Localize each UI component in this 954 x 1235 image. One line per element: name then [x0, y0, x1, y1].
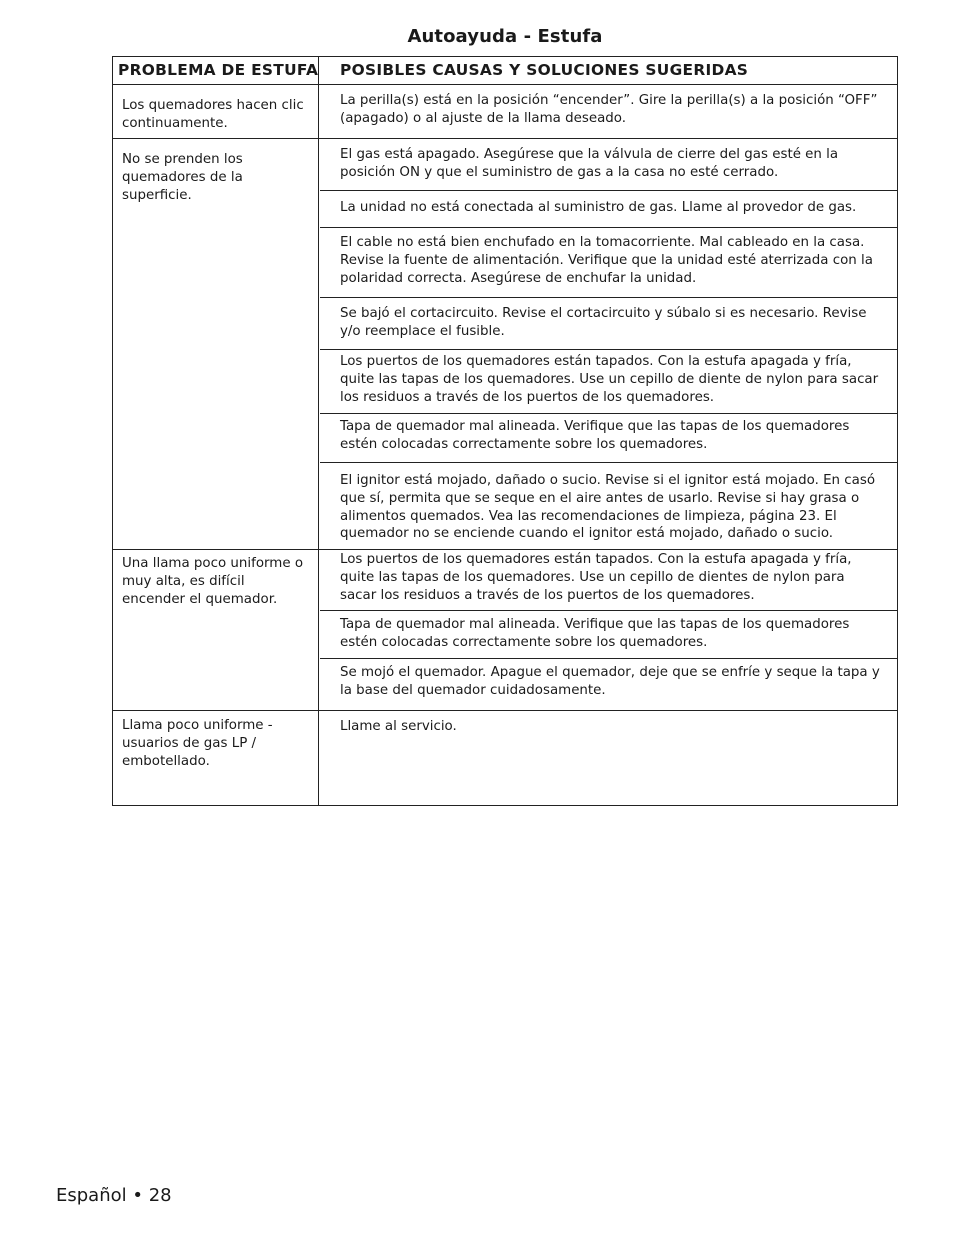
cause-call-service: Llame al servicio.: [340, 719, 457, 734]
cause-divider: [320, 297, 897, 298]
problem-no-ignite: No se prenden los quemadores de la superficie.: [122, 152, 243, 203]
cause-cap-misaligned-2: Tapa de quemador mal alineada. Verifique que las tapas de los quemadores estén colocadas correctamente sobre los quemadores.: [340, 617, 850, 650]
header-problem: PROBLEMA DE ESTUFA: [118, 61, 319, 79]
problem-clicking: Los quemadores hacen clic continuamente.: [122, 98, 304, 131]
cause-divider: [320, 658, 897, 659]
row-divider: [113, 710, 897, 711]
cause-divider: [320, 610, 897, 611]
cause-not-connected: La unidad no está conectada al suministro de gas. Llame al provedor de gas.: [340, 200, 857, 215]
cause-ports-clogged-2: Los puertos de los quemadores están tapados. Con la estufa apagada y fría, quite las tapas de los quemadores. Use un cepillo de dientes de nylon para sacar los residuos a través de los puertos de los quemadores.: [340, 552, 852, 603]
cause-gas-off: El gas está apagado. Asegúrese que la válvula de cierre del gas esté en la posición ON y que el suministro de gas a la casa no esté cerrado.: [340, 147, 839, 180]
row-divider: [113, 138, 897, 139]
cause-divider: [320, 349, 897, 350]
header-divider: [113, 84, 897, 85]
cause-knob-position: La perilla(s) está en la posición “encender”. Gire la perilla(s) a la posición “OFF” (apagado) o al ajuste de la llama deseado.: [340, 93, 878, 126]
troubleshooting-table: [112, 56, 898, 806]
cause-ignitor-wet: El ignitor está mojado, dañado o sucio. Revise si el ignitor está mojado. En casó que sí, permita que se seque en el aire antes de usarlo. Revise si hay grasa o alimentos quemados. Vea las recomendaciones de limpieza, página 23. El quemador no se enciende cuando el ignitor está mojado, dañado o sucio.: [340, 473, 876, 542]
header-causes: POSIBLES CAUSAS Y SOLUCIONES SUGERIDAS: [340, 61, 749, 79]
page-footer: Español • 28: [56, 1185, 172, 1206]
page-title: Autoayuda - Estufa: [407, 26, 603, 47]
column-divider: [318, 57, 319, 805]
cause-divider: [320, 227, 897, 228]
problem-uneven-flame: Una llama poco uniforme o muy alta, es difícil encender el quemador.: [122, 556, 304, 607]
cause-ports-clogged: Los puertos de los quemadores están tapados. Con la estufa apagada y fría, quite las tapas de los quemadores. Use un cepillo de diente de nylon para sacar los residuos a través de los puertos de los quemadores.: [340, 354, 879, 405]
cause-divider: [320, 413, 897, 414]
cause-cap-misaligned: Tapa de quemador mal alineada. Verifique que las tapas de los quemadores estén colocadas correctamente sobre los quemadores.: [340, 419, 850, 452]
problem-lp-gas: Llama poco uniforme - usuarios de gas LP / embotellado.: [122, 718, 273, 769]
cause-breaker: Se bajó el cortacircuito. Revise el cortacircuito y súbalo si es necesario. Revise y/o reemplace el fusible.: [340, 306, 867, 339]
cause-divider: [320, 462, 897, 463]
cause-divider: [320, 190, 897, 191]
cause-burner-wet: Se mojó el quemador. Apague el quemador, deje que se enfríe y seque la tapa y la base del quemador cuidadosamente.: [340, 665, 880, 698]
row-divider: [113, 549, 897, 550]
cause-plug: El cable no está bien enchufado en la tomacorriente. Mal cableado en la casa. Revise la fuente de alimentación. Verifique que la unidad esté aterrizada con la polaridad correcta. Asegúrese de enchufar la unidad.: [340, 235, 873, 286]
